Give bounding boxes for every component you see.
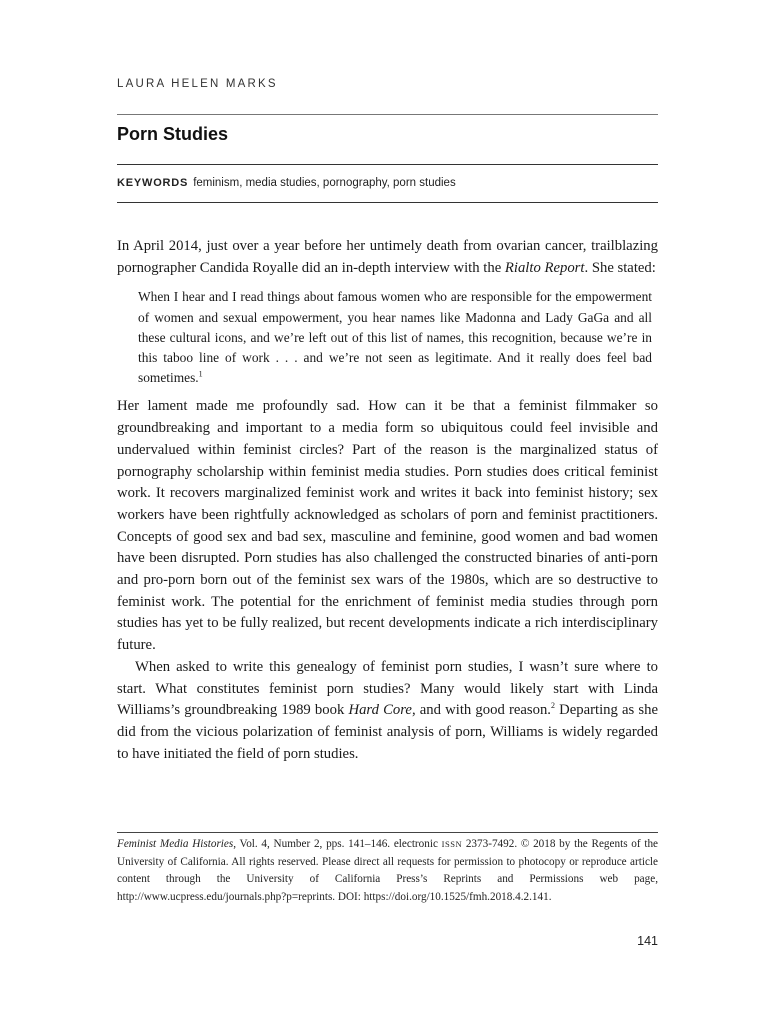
publication-footnote <box>117 836 658 906</box>
header-rule-bottom <box>117 202 658 203</box>
footnote-ref-2[interactable]: 2 <box>550 701 555 711</box>
paragraph-3-mid: , and with good reason. <box>411 702 551 719</box>
footnote-ref-1[interactable]: 1 <box>198 369 203 379</box>
header-rule-middle <box>117 164 658 165</box>
paragraph-1-text: In April 2014, just over a year before her untimely death from ovarian cancer, trailblazing pornographer Candida Royalle did an in-depth interview with the <box>117 238 658 276</box>
paragraph-3-end: Departing as she did from the vicious polarization of feminist analysis of porn, Williams is widely regarded to have initiated the field of porn studies. <box>117 702 659 762</box>
block-quote-text: When I hear and I read things about famous women who are responsible for the empowerment of women and sexual empowerment, you hear names like Madonna and Lady GaGa and all these cultural icons, and we’re left out of this list of names, this recognition, because we’re in this taboo line of work . . . and we’re not seen as legitimate. And it really does feel bad sometimes. <box>138 289 652 386</box>
header-rule-top <box>117 114 658 115</box>
paragraph-2: Her lament made me profoundly sad. How can it be that a feminist filmmaker so groundbreaking and important to a media form so ubiquitous could feel invisible and undervalued within feminist circles? Part of the reason is the marginalized status of pornography scholarship within feminist media studies. Porn studies does critical feminist work. It recovers marginalized feminist work and writes it back into feminist history; sex workers have been rightfully acknowledged as scholars of porn and feminist practitioners. Concepts of good sex and bad sex, masculine and feminine, good women and bad women have been disrupted. Porn studies has also challenged the constructed binaries of anti-porn and pro-porn born out of the feminist sex wars of the 1980s, which are so destructive to feminist work. The potential for the enrichment of feminist media studies through porn studies has yet to be fully realized, but recent developments indicate a rich interdisciplinary future. <box>117 398 658 654</box>
journal-name: Feminist Media Histories <box>117 838 234 850</box>
keywords-label: KEYWORDS <box>117 177 189 189</box>
block-quote <box>138 287 652 388</box>
article-body <box>117 236 658 765</box>
footnote-text-a: , Vol. 4, Number 2, pps. 141–146. electronic <box>233 838 442 850</box>
article-title: Porn Studies <box>117 124 229 144</box>
footnote-text-b: 2373-7492. © 2018 by the Regents of the University of California. All rights reserved. Please direct all requests for permission to photocopy or reproduce article content through the University of California Press’s Reprints and Permissions web page, http://www.ucpress.edu/journals.php?p=reprints. DOI: https://doi.org/10.1525/fmh.2018.4.2.141. <box>117 838 659 903</box>
paragraph-1 <box>117 236 658 279</box>
rialto-report-title: Rialto Report <box>504 259 585 276</box>
keywords-list: feminism, media studies, pornography, porn studies <box>193 177 456 189</box>
page-number: 141 <box>637 934 658 948</box>
paragraph-3 <box>117 657 658 766</box>
author-name: LAURA HELEN MARKS <box>117 78 278 90</box>
issn-label: ISSN <box>441 839 463 849</box>
paragraph-3-text: When asked to write this genealogy of feminist porn studies, I wasn’t sure where to start. What constitutes feminist porn studies? Many would likely start with Linda Williams’s groundbreaking 1989 book <box>117 658 658 719</box>
footnote-rule <box>117 832 658 833</box>
keywords-line <box>117 177 456 189</box>
paragraph-1-end: . She stated: <box>584 259 656 276</box>
hard-core-title: Hard Core <box>348 702 412 719</box>
